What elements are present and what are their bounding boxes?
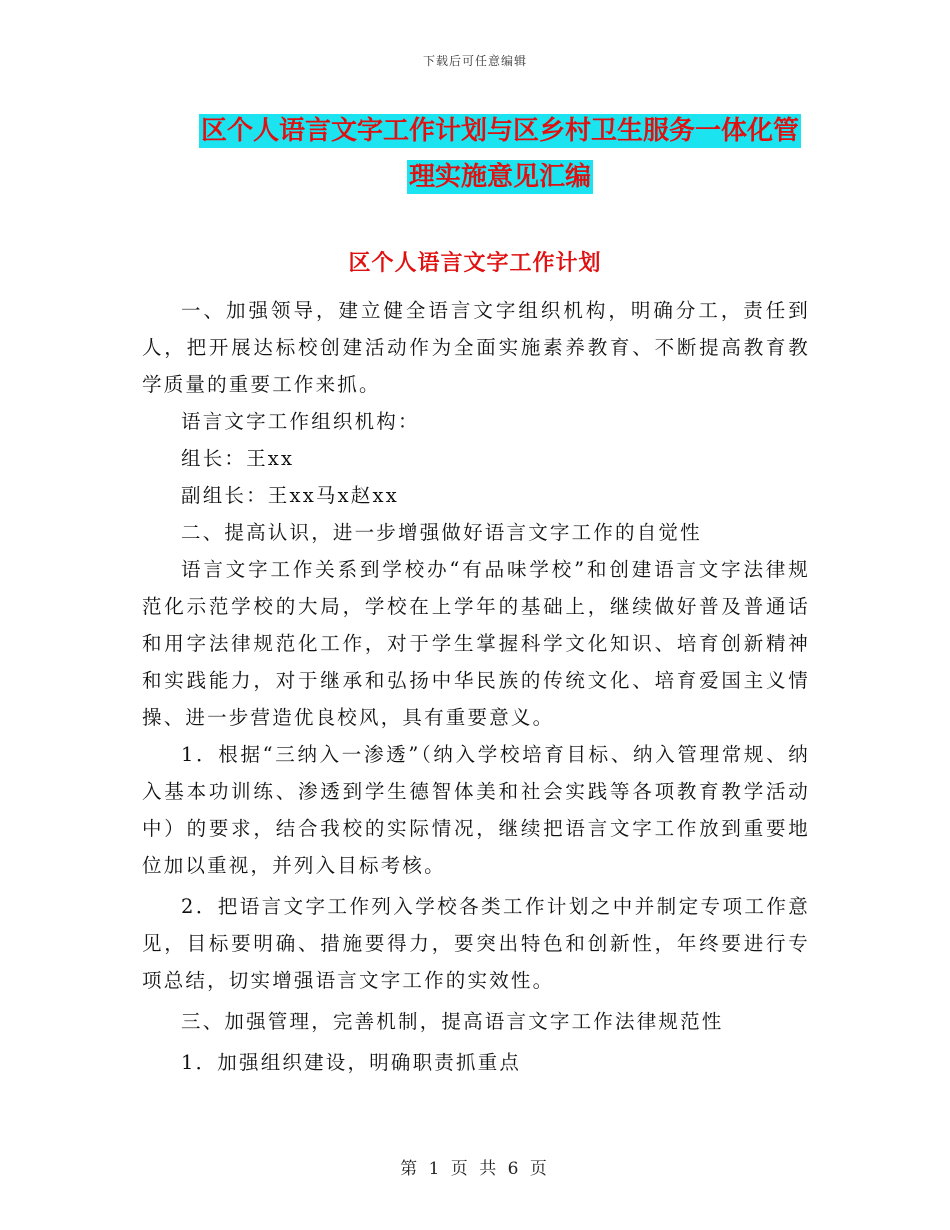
paragraph-2: 语言文字工作组织机构： bbox=[181, 410, 420, 433]
document-title bbox=[140, 108, 860, 200]
document-body bbox=[142, 292, 810, 1081]
paragraph-4: 副组长：王xx马x赵xx bbox=[181, 484, 399, 507]
section-title: 区个人语言文字工作计划 bbox=[348, 250, 602, 276]
paragraph-10: 1．加强组织建设，明确职责抓重点 bbox=[181, 1051, 522, 1074]
paragraph-8: 2．把语言文字工作列入学校各类工作计划之中并制定专项工作意见，目标要明确、措施要得力，要突出特色和创新性，年终要进行专项总结，切实增强语言文字工作的实效性。 bbox=[142, 895, 810, 992]
paragraph-7: 1．根据“三纳入一渗透”（纳入学校培育目标、纳入管理常规、纳入基本功训练、渗透到学生德智体美和社会实践等各项教育教学活动中）的要求，结合我校的实际情况，继续把语言文字工作放到重要地位加以重视，并列入目标考核。 bbox=[142, 743, 810, 877]
paragraph-6: 语言文字工作关系到学校办“有品味学校”和创建语言文字法律规范化示范学校的大局，学校在上学年的基础上，继续做好普及普通话和用字法律规范化工作，对于学生掌握科学文化知识、培育创新精神和实践能力，对于继承和弘扬中华民族的传统文化、培育爱国主义情操、进一步营造优良校风，具有重要意义。 bbox=[142, 558, 810, 729]
paragraph-5: 二、提高认识，进一步增强做好语言文字工作的自觉性 bbox=[181, 521, 702, 544]
paragraph-9: 三、加强管理，完善机制，提高语言文字工作法律规范性 bbox=[181, 1010, 724, 1033]
header-note: 下载后可任意编辑 bbox=[422, 54, 527, 68]
paragraph-3: 组长：王xx bbox=[181, 447, 295, 470]
document-title-line-1: 区个人语言文字工作计划与区乡村卫生服务一体化管 bbox=[200, 116, 799, 146]
page-footer: 第 1 页 共 6 页 bbox=[400, 1159, 550, 1179]
paragraph-1: 一、加强领导，建立健全语言文字组织机构，明确分工，责任到人，把开展达标校创建活动作为全面实施素养教育、不断提高教育教学质量的重要工作来抓。 bbox=[142, 299, 810, 396]
document-title-line-2: 理实施意见汇编 bbox=[408, 162, 591, 192]
